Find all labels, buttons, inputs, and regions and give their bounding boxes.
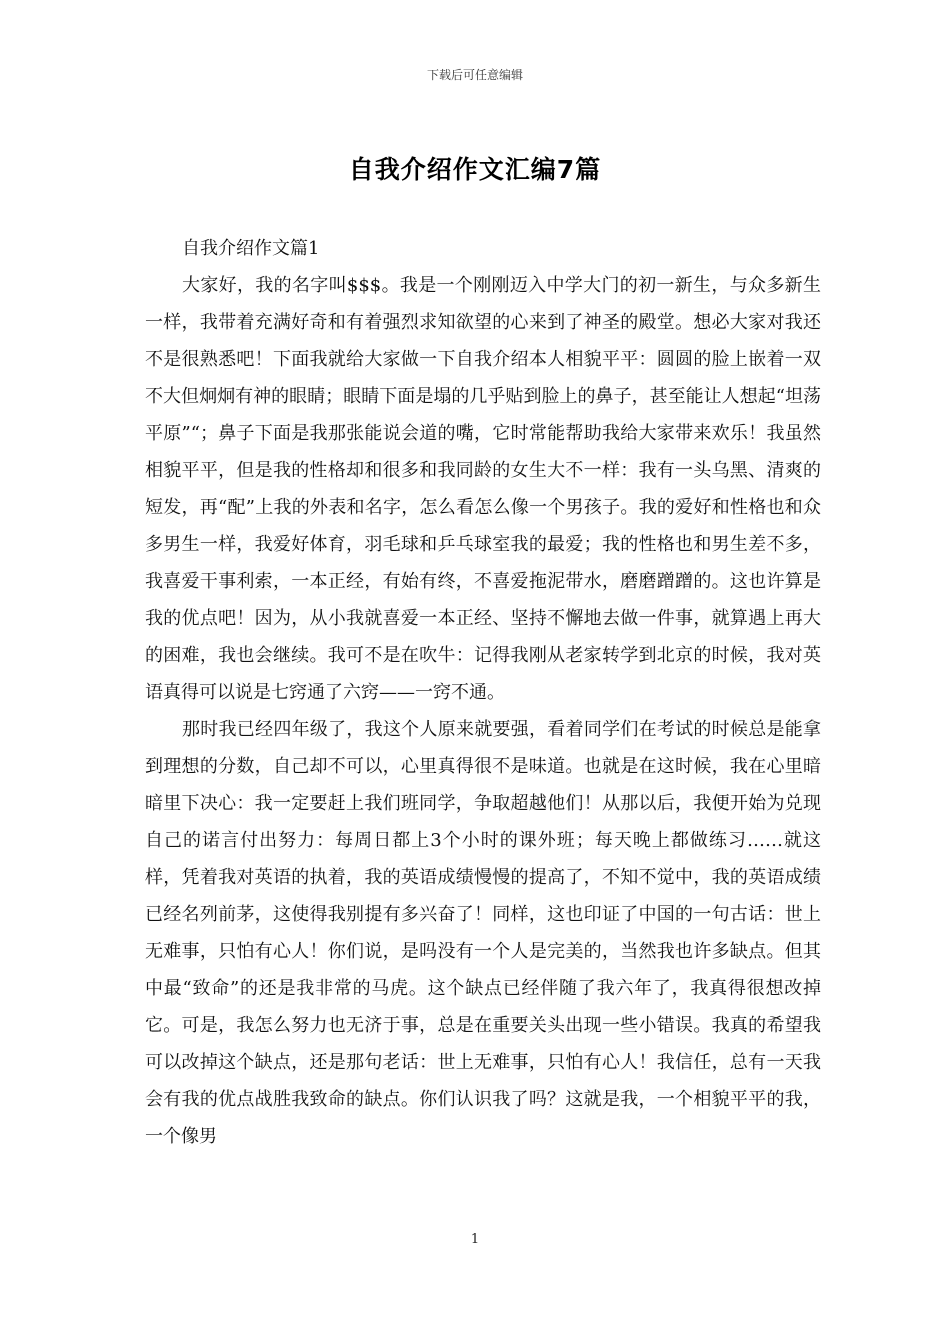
document-body xyxy=(145,230,821,1155)
document-title: 自我介绍作文汇编7篇 xyxy=(348,155,602,184)
page-number: 1 xyxy=(470,1232,480,1247)
paragraph-1: 大家好，我的名字叫$$$。我是一个刚刚迈入中学大门的初一新生，与众多新生一样，我带着充满好奇和有着强烈求知欲望的心来到了神圣的殿堂。想必大家对我还不是很熟悉吧！下面我就给大家做一下自我介绍本人相貌平平：圆圆的脸上嵌着一双不大但炯炯有神的眼睛；眼睛下面是塌的几乎贴到脸上的鼻子，甚至能让人想起“坦荡平原”“；鼻子下面是我那张能说会道的嘴，它时常能帮助我给大家带来欢乐！我虽然相貌平平，但是我的性格却和很多和我同龄的女生大不一样：我有一头乌黑、清爽的短发，再“配”上我的外表和名字，怎么看怎么像一个男孩子。我的爱好和性格也和众多男生一样，我爱好体育，羽毛球和乒乓球室我的最爱；我的性格也和男生差不多，我喜爱干事利索，一本正经，有始有终，不喜爱拖泥带水，磨磨蹭蹭的。这也许算是我的优点吧！因为，从小我就喜爱一本正经、坚持不懈地去做一件事，就算遇上再大的困难，我也会继续。我可不是在吹牛：记得我刚从老家转学到北京的时候，我对英语真得可以说是七窍通了六窍——一窍不通。 xyxy=(145,275,821,703)
section-heading: 自我介绍作文篇1 xyxy=(182,238,320,259)
paragraph-2: 那时我已经四年级了，我这个人原来就要强，看着同学们在考试的时候总是能拿到理想的分数，自己却不可以，心里真得很不是味道。也就是在这时候，我在心里暗暗里下决心：我一定要赶上我们班同学，争取超越他们！从那以后，我便开始为兑现自己的诺言付出努力：每周日都上3个小时的课外班；每天晚上都做练习……就这样，凭着我对英语的执着，我的英语成绩慢慢的提高了，不知不觉中，我的英语成绩已经名列前茅，这使得我别提有多兴奋了！同样，这也印证了中国的一句古话：世上无难事，只怕有心人！你们说，是吗没有一个人是完美的，当然我也许多缺点。但其中最“致命”的还是我非常的马虎。这个缺点已经伴随了我六年了，我真得很想改掉它。可是，我怎么努力也无济于事，总是在重要关头出现一些小错误。我真的希望我可以改掉这个缺点，还是那句老话：世上无难事，只怕有心人！我信任，总有一天我会有我的优点战胜我致命的缺点。你们认识我了吗？这就是我，一个相貌平平的我，一个像男 xyxy=(145,719,821,1147)
header-note: 下载后可任意编辑 xyxy=(426,68,523,82)
